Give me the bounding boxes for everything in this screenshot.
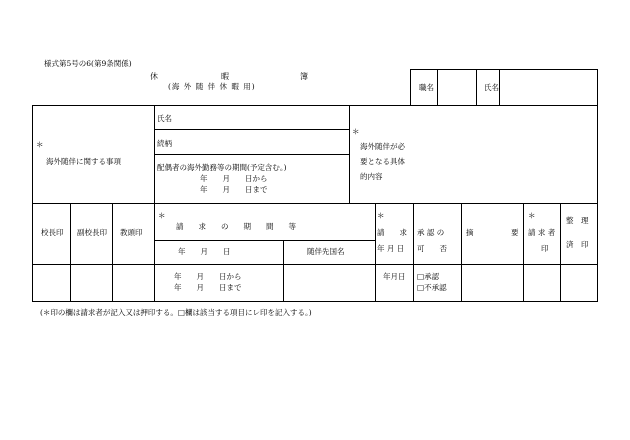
head-teacher-seal-header: 教頭印: [120, 228, 143, 237]
grid-line-v-11: [283, 240, 284, 302]
grid-line-h-7: [32, 301, 597, 302]
grid-line-h-6: [32, 264, 597, 265]
grid-line-h-3: [154, 154, 349, 155]
processed-seal-header-1: 整 理: [566, 216, 589, 225]
requester-asterisk: ＊: [528, 211, 536, 220]
spouse-period-label: 配偶者の海外勤務等の期間(予定含む。): [157, 163, 287, 172]
remarks-header: 摘 要: [466, 228, 519, 237]
name-label-header: 氏名: [484, 83, 499, 92]
request-date-asterisk: ＊: [377, 211, 385, 220]
approved-checkbox[interactable]: □承認: [417, 272, 440, 281]
request-period-header: 請 求 の 期 間 等: [176, 222, 296, 231]
overseas-matters-label: 海外随伴に関する事項: [46, 157, 121, 166]
requester-seal-header-1: 請 求 者: [528, 228, 556, 237]
subtitle: (海 外 随 伴 休 暇 用): [168, 82, 256, 91]
spouse-name-label: 氏名: [157, 114, 172, 123]
grid-line-v-15: [523, 203, 524, 302]
request-date-header-1: 請 求: [377, 228, 407, 237]
grid-line-h-5: [154, 240, 375, 241]
date-subheader: 年 月 日: [178, 247, 231, 256]
vice-principal-seal-header: 副校長印: [77, 228, 107, 237]
request-period-from: 年 月 日から: [174, 272, 242, 281]
request-period-to: 年 月 日まで: [174, 283, 242, 292]
destination-subheader: 随伴先国名: [307, 247, 345, 256]
form-number: 様式第5号の6(第9条関係): [44, 59, 132, 68]
grid-line-v-4: [597, 69, 598, 302]
grid-line-v-5: [32, 105, 33, 302]
grid-line-v-1: [437, 69, 438, 106]
grid-line-v-12: [375, 203, 376, 302]
grid-line-h-1: [32, 105, 597, 106]
grid-line-v-9: [112, 203, 113, 302]
grid-line-v-7: [349, 105, 350, 204]
reason-label-1: 海外随伴が必: [360, 142, 405, 151]
title-char-3: 簿: [300, 72, 308, 81]
section1-asterisk: ＊: [36, 140, 44, 149]
principal-seal-header: 校長印: [41, 228, 64, 237]
reason-asterisk: ＊: [352, 127, 360, 136]
grid-line-v-13: [413, 203, 414, 302]
grid-line-v-14: [461, 203, 462, 302]
grid-line-v-6: [154, 105, 155, 204]
spouse-period-to: 年 月 日まで: [200, 185, 268, 194]
grid-line-v-0: [410, 69, 411, 106]
reason-label-2: 要となる具体: [360, 157, 405, 166]
approval-header-1: 承 認 の: [417, 228, 445, 237]
grid-line-h-4: [32, 203, 597, 204]
spouse-period-from: 年 月 日から: [200, 174, 268, 183]
request-date-header-2: 年 月 日: [377, 244, 405, 253]
title-char-2: 暇: [221, 72, 229, 81]
post-label: 職名: [419, 83, 434, 92]
request-period-asterisk: ＊: [158, 211, 166, 220]
approval-header-2: 可 否: [417, 244, 447, 253]
grid-line-h-2: [154, 129, 349, 130]
grid-line-v-10: [154, 203, 155, 302]
processed-seal-header-2: 済 印: [566, 240, 589, 249]
requester-seal-header-2: 印: [541, 244, 549, 253]
relation-label: 続柄: [157, 139, 172, 148]
grid-line-v-2: [476, 69, 477, 106]
grid-line-v-3: [499, 69, 500, 106]
footnote: (＊印の欄は請求者が記入又は押印する。□欄は該当する項目にレ印を記入する。): [40, 308, 312, 317]
grid-line-v-16: [560, 203, 561, 302]
grid-line-v-8: [70, 203, 71, 302]
not-approved-checkbox[interactable]: □不承認: [417, 283, 447, 292]
title-char-1: 休: [150, 72, 158, 81]
grid-line-h-0: [410, 69, 597, 70]
reason-label-3: 的内容: [360, 172, 383, 181]
request-date-value: 年月日: [383, 272, 406, 281]
